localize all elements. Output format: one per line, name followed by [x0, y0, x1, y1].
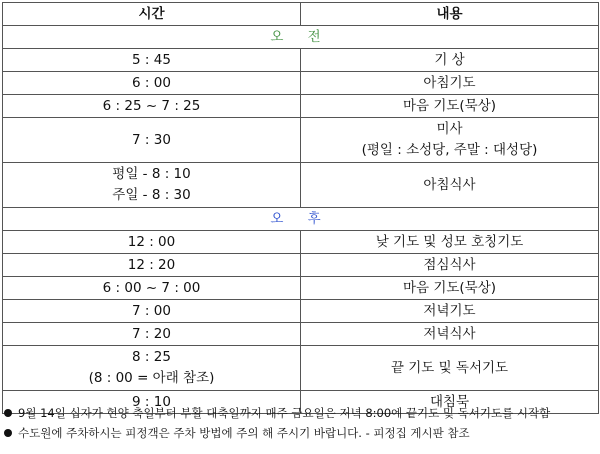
time-text: 8 : 25: [132, 349, 171, 365]
bullet-icon: [4, 409, 12, 417]
content-cell: [301, 95, 599, 118]
content-text: 점심식사: [423, 256, 476, 273]
note-item: [2, 403, 598, 423]
schedule-row: [3, 346, 599, 391]
time-text: 7 : 20: [132, 325, 171, 342]
time-text: 12 : 00: [127, 233, 176, 250]
content-text: 저녁식사: [423, 325, 476, 342]
header-content: 내용: [301, 3, 599, 26]
schedule-row: [3, 277, 599, 300]
time-cell: [3, 72, 301, 95]
note-text: 9월 14일 십자가 현양 축일부터 부활 대축일까지 매주 금요일은 저녁 8:00에 끝기도 및 독서기도를 시작함: [18, 406, 551, 420]
time-cell: [3, 277, 301, 300]
content-text: (평일 : 소성당, 주말 : 대성당): [361, 142, 538, 158]
time-cell: [3, 323, 301, 346]
time-text: 7 : 30: [132, 131, 171, 148]
time-text: 6 : 25 ~ 7 : 25: [102, 97, 201, 114]
time-text: (8 : 00 = 아래 참조): [88, 370, 215, 386]
schedule-row: [3, 95, 599, 118]
time-cell: [3, 118, 301, 163]
notes: [2, 403, 598, 443]
schedule-row: [3, 231, 599, 254]
content-cell: [301, 300, 599, 323]
content-cell: [301, 49, 599, 72]
content-cell: [301, 346, 599, 391]
schedule-table: [2, 2, 599, 414]
content-cell: [301, 118, 599, 163]
time-cell: [3, 231, 301, 254]
time-text: 12 : 20: [127, 256, 176, 273]
content-text: 기 상: [434, 51, 465, 68]
note-item: [2, 423, 598, 443]
content-cell: [301, 277, 599, 300]
header-row: [3, 3, 599, 26]
content-cell: [301, 72, 599, 95]
section-afternoon: 오 후: [3, 208, 599, 231]
content-text: 마음 기도(묵상): [402, 97, 497, 114]
time-text: 6 : 00: [132, 74, 171, 91]
time-text: 6 : 00 ~ 7 : 00: [102, 279, 201, 296]
section-morning: 오 전: [3, 26, 599, 49]
content-text: 미사: [436, 121, 463, 137]
schedule-row: [3, 163, 599, 208]
content-text: 마음 기도(묵상): [402, 279, 497, 296]
time-text: 주일 - 8 : 30: [112, 187, 191, 203]
note-text: 수도원에 주차하시는 피정객은 주차 방법에 주의 해 주시기 바랍니다. - 피정집 게시판 참조: [18, 426, 470, 440]
section-row-pm: [3, 208, 599, 231]
content-cell: [301, 323, 599, 346]
content-text: 아침식사: [423, 176, 476, 193]
content-text: 낮 기도 및 성모 호칭기도: [375, 233, 524, 250]
schedule-row: [3, 323, 599, 346]
schedule-row: [3, 72, 599, 95]
time-cell: [3, 346, 301, 391]
schedule-row: [3, 118, 599, 163]
time-text: 5 : 45: [132, 51, 171, 68]
time-text: 평일 - 8 : 10: [112, 166, 191, 182]
content-text: 대침묵: [429, 393, 470, 410]
time-cell: [3, 163, 301, 208]
time-text: 7 : 00: [132, 302, 171, 319]
bullet-icon: [4, 429, 12, 437]
time-text: 9 : 10: [132, 393, 171, 410]
section-row-am: [3, 26, 599, 49]
content-cell: [301, 254, 599, 277]
header-time: 시간: [3, 3, 301, 26]
content-text: 저녁기도: [423, 302, 476, 319]
time-cell: [3, 300, 301, 323]
content-text: 아침기도: [423, 74, 476, 91]
time-cell: [3, 95, 301, 118]
schedule-row: [3, 49, 599, 72]
content-cell: [301, 231, 599, 254]
schedule-row: [3, 254, 599, 277]
content-cell: [301, 163, 599, 208]
schedule-row: [3, 300, 599, 323]
content-text: 끝 기도 및 독서기도: [390, 359, 509, 376]
time-cell: [3, 254, 301, 277]
time-cell: [3, 49, 301, 72]
